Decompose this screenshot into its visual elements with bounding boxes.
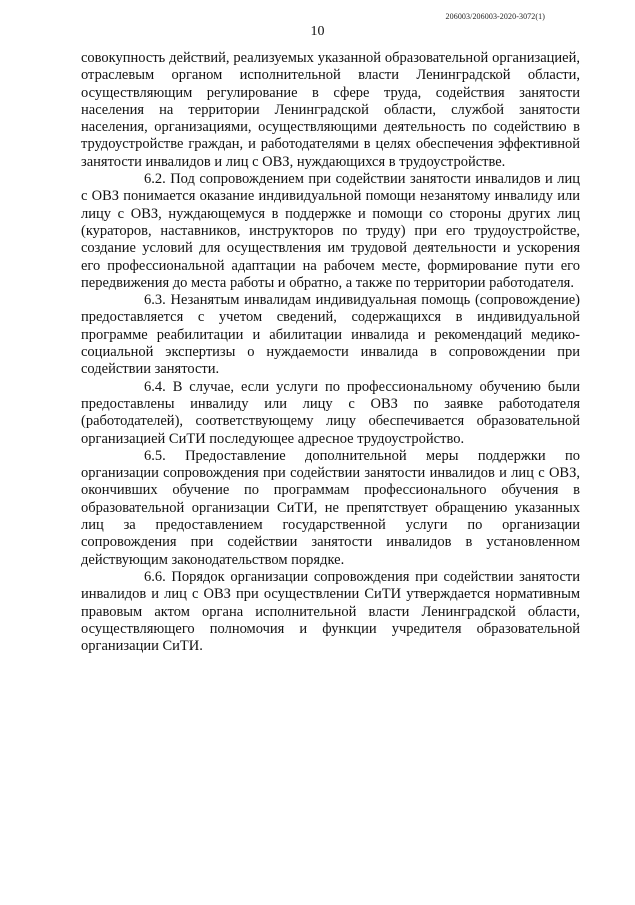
paragraph-6-6: 6.6. Порядок организации сопровождения при содействии занятости инвалидов и лиц с ОВЗ при осуществлении СиТИ утверждается нормативным правовым актом органа исполнительной власти Ленинградской области, осуществляющего полномочия и функции учредителя образовательной организации СиТИ. bbox=[81, 568, 580, 655]
paragraph-6-3: 6.3. Незанятым инвалидам индивидуальная помощь (сопровождение) предоставляется с учетом сведений, содержащихся в индивидуальной программе реабилитации и абилитации инвалида и рекомендаций медико-социальной экспертизы о нуждаемости инвалида в сопровождении при содействии занятости. bbox=[81, 292, 580, 378]
paragraph-continuation: совокупность действий, реализуемых указанной образовательной организацией, отраслевым органом исполнительной власти Ленинградской области, осуществляющим регулирование в сфере труда, содействия занятости населения на территории Ленинградской области, службой занятости населения, организациями, осуществляющими деятельность по содействию в трудоустройстве граждан, и работодателями в целях обеспечения эффективной занятости инвалидов и лиц с ОВЗ, нуждающихся в трудоустройстве. bbox=[81, 50, 580, 170]
paragraph-6-5: 6.5. Предоставление дополнительной меры поддержки по организации сопровождения при содействии занятости инвалидов и лиц с ОВЗ, окончивших обучение по программам профессионального обучения в образовательной организации СиТИ, не препятствует обращению указанных лиц за предоставлением государственной услуги по организации сопровождения при содействии занятости инвалидов в установленном действующим законодательством порядке. bbox=[81, 447, 580, 568]
paragraph-6-2: 6.2. Под сопровождением при содействии занятости инвалидов и лиц с ОВЗ понимается оказание индивидуальной помощи незанятому инвалиду или лицу с ОВЗ, нуждающемуся в поддержке и помощи со стороны других лиц (кураторов, наставников, инструкторов по труду) при его трудоустройстве, создание условий для осуществления им трудовой деятельности и ускорения его профессиональной адаптации на рабочем месте, формирование пути его передвижения до места работы и обратно, а также по территории работодателя. bbox=[81, 171, 580, 291]
document-body bbox=[81, 50, 580, 655]
paragraph-6-4: 6.4. В случае, если услуги по профессиональному обучению были предоставлены инвалиду или лицу с ОВЗ по заявке работодателя (работодателей), соответствующему лицу обеспечивается образовательной организацией СиТИ последующее адресное трудоустройство. bbox=[81, 378, 580, 447]
document-id: 206003/206003-2020-3072(1) bbox=[445, 12, 545, 21]
page-number: 10 bbox=[310, 24, 325, 39]
